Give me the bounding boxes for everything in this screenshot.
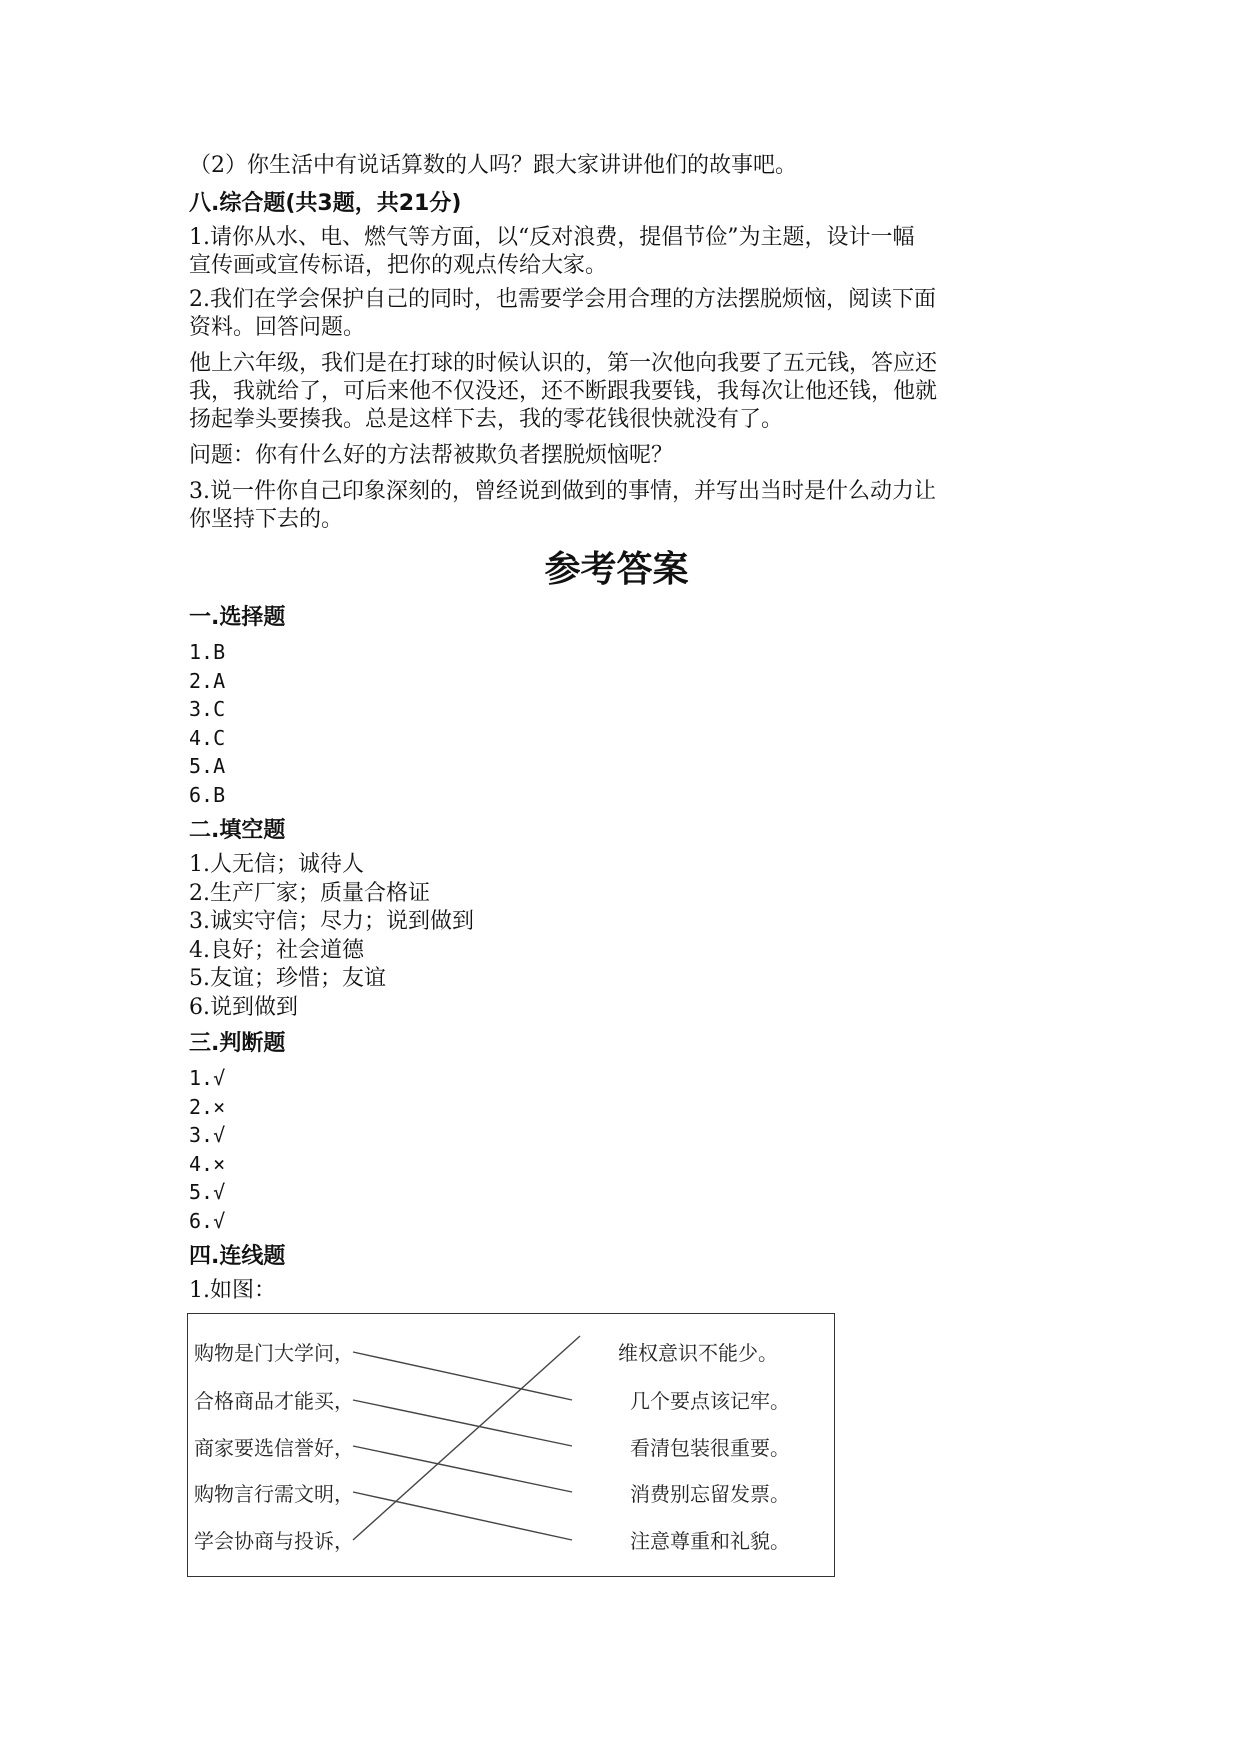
answers-section-2 (189, 851, 1044, 1022)
answer-item: 3.C (189, 697, 226, 721)
answers-title: 参考答案 (544, 549, 689, 590)
question-2-prompt: 问题：你有什么好的方法帮被欺负者摆脱烦恼呢？ (189, 443, 674, 468)
match-left-item: 合格商品才能买， (194, 1389, 354, 1413)
answer-item: 3.诚实守信；尽力；说到做到 (189, 909, 474, 934)
question-line: 你坚持下去的。 (189, 507, 344, 532)
match-left-item: 学会协商与投诉， (194, 1529, 354, 1553)
answer-item: 6.B (189, 782, 226, 807)
question-line: 2.我们在学会保护自己的同时，也需要学会用合理的方法摆脱烦恼，阅读下面 (189, 287, 936, 312)
question-line: 1.请你从水、电、燃气等方面，以“反对浪费，提倡节俭”为主题，设计一幅 (189, 225, 915, 250)
answer-item: 4.良好；社会道德 (189, 937, 364, 963)
question-line: 宣传画或宣传标语，把你的观点传给大家。 (189, 253, 608, 278)
section-8-question-3 (189, 478, 1044, 534)
answer-item: 1.人无信；诚待人 (189, 852, 364, 877)
answer-item: 4.C (189, 725, 226, 750)
answer-item: 6.√ (189, 1208, 226, 1233)
answer-item: 5.A (189, 754, 226, 778)
match-right-item: 消费别忘留发票。 (630, 1482, 790, 1506)
answer-item: 2.A (189, 668, 226, 693)
section-8-heading: 八.综合题(共3题，共21分) (189, 191, 462, 216)
answer-item: 6.说到做到 (189, 994, 298, 1020)
answer-item: 5.√ (189, 1180, 226, 1204)
match-left-item: 商家要选信誉好， (194, 1436, 354, 1460)
answers-section-3-heading: 三.判断题 (189, 1031, 286, 1056)
match-line (353, 1492, 572, 1540)
answers-section-1 (189, 638, 1044, 809)
answers-section-4-heading: 四.连线题 (189, 1244, 286, 1269)
answer-item: 2.× (189, 1094, 226, 1119)
matching-diagram (187, 1313, 835, 1577)
match-line (353, 1446, 572, 1492)
section-8-question-2 (189, 286, 1044, 342)
match-right-item: 看清包装很重要。 (630, 1436, 790, 1460)
section-8-question-1 (189, 224, 1044, 280)
document-body (189, 146, 1044, 1306)
answer-item: 4.× (189, 1151, 226, 1176)
answer-item: 1.√ (189, 1066, 226, 1090)
answer-item: 1.B (189, 640, 226, 664)
match-line (353, 1400, 572, 1446)
match-right-item: 维权意识不能少。 (618, 1341, 778, 1365)
match-left-item: 购物是门大学问， (194, 1341, 354, 1365)
story-line: 扬起拳头要揍我。总是这样下去，我的零花钱很快就没有了。 (189, 407, 784, 432)
reading-material (189, 350, 1044, 434)
answer-item: 1.如图： (189, 1278, 276, 1303)
answer-item: 5.友谊；珍惜；友谊 (189, 966, 386, 991)
match-left-item: 购物言行需文明， (194, 1482, 354, 1506)
answers-section-1-heading: 一.选择题 (189, 605, 286, 630)
question-line: 3.说一件你自己印象深刻的，曾经说到做到的事情，并写出当时是什么动力让 (189, 479, 936, 504)
answer-item: 2.生产厂家；质量合格证 (189, 880, 430, 906)
match-right-item: 注意尊重和礼貌。 (630, 1529, 790, 1553)
story-line: 他上六年级，我们是在打球的时候认识的，第一次他向我要了五元钱，答应还 (189, 351, 938, 376)
match-line (353, 1352, 572, 1400)
answers-section-2-heading: 二.填空题 (189, 818, 286, 843)
answers-section-3 (189, 1064, 1044, 1235)
question-line: 资料。回答问题。 (189, 315, 366, 340)
match-line (353, 1336, 580, 1540)
match-right-item: 几个要点该记牢。 (630, 1389, 790, 1413)
answer-item: 3.√ (189, 1123, 226, 1147)
answers-section-4 (189, 1277, 1044, 1306)
story-line: 我，我就给了，可后来他不仅没还，还不断跟我要钱，我每次让他还钱，他就 (189, 379, 938, 404)
question-7-2: （2）你生活中有说话算数的人吗？跟大家讲讲他们的故事吧。 (189, 153, 797, 178)
